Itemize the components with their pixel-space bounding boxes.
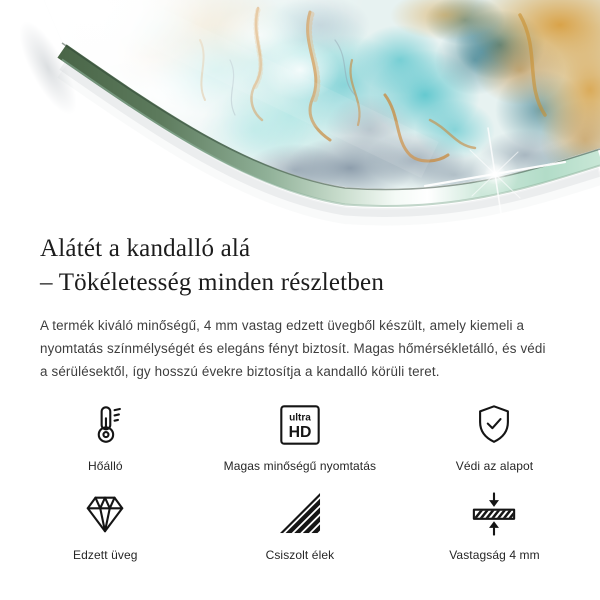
diamond-icon	[82, 491, 128, 537]
svg-text:ultra: ultra	[289, 412, 311, 424]
feature-print-quality	[203, 402, 398, 473]
page-title-line2: – Tökéletesség minden részletben	[40, 269, 385, 296]
feature-label: Csiszolt élek	[265, 548, 335, 562]
page-title	[40, 232, 552, 300]
shield-check-icon	[471, 402, 517, 448]
feature-grid	[8, 402, 592, 562]
product-description: A termék kiváló minőségű, 4 mm vastag edzett üvegből készült, amely kiemeli a nyomtatás színmélységét és elegáns fényt biztosít. Magas hőmérsékletálló, és védi a sérülésektől, így hosszú évekre biztosítja a kandalló körüli teret.	[40, 318, 546, 379]
glass-panel-illustration	[0, 0, 600, 235]
feature-label: Vastagság 4 mm	[449, 548, 540, 562]
feature-polished-edges	[203, 491, 398, 562]
feature-heat-resistant	[8, 402, 203, 473]
feature-tempered-glass	[8, 491, 203, 562]
page-title-line1: Alátét a kandalló alá	[40, 235, 251, 262]
svg-text:HD: HD	[288, 423, 312, 441]
product-copy	[40, 232, 552, 383]
feature-label: Edzett üveg	[73, 548, 138, 562]
feature-label: Hőálló	[87, 459, 123, 473]
product-photo	[0, 0, 600, 235]
thickness-icon	[471, 491, 517, 537]
beveled-edge-icon	[277, 491, 323, 537]
feature-label: Védi az alapot	[455, 459, 534, 473]
feature-label: Magas minőségű nyomtatás	[223, 459, 377, 473]
ultra-hd-icon	[277, 402, 323, 448]
thermometer-icon	[82, 402, 128, 448]
feature-thickness	[397, 491, 592, 562]
feature-protects-base	[397, 402, 592, 473]
